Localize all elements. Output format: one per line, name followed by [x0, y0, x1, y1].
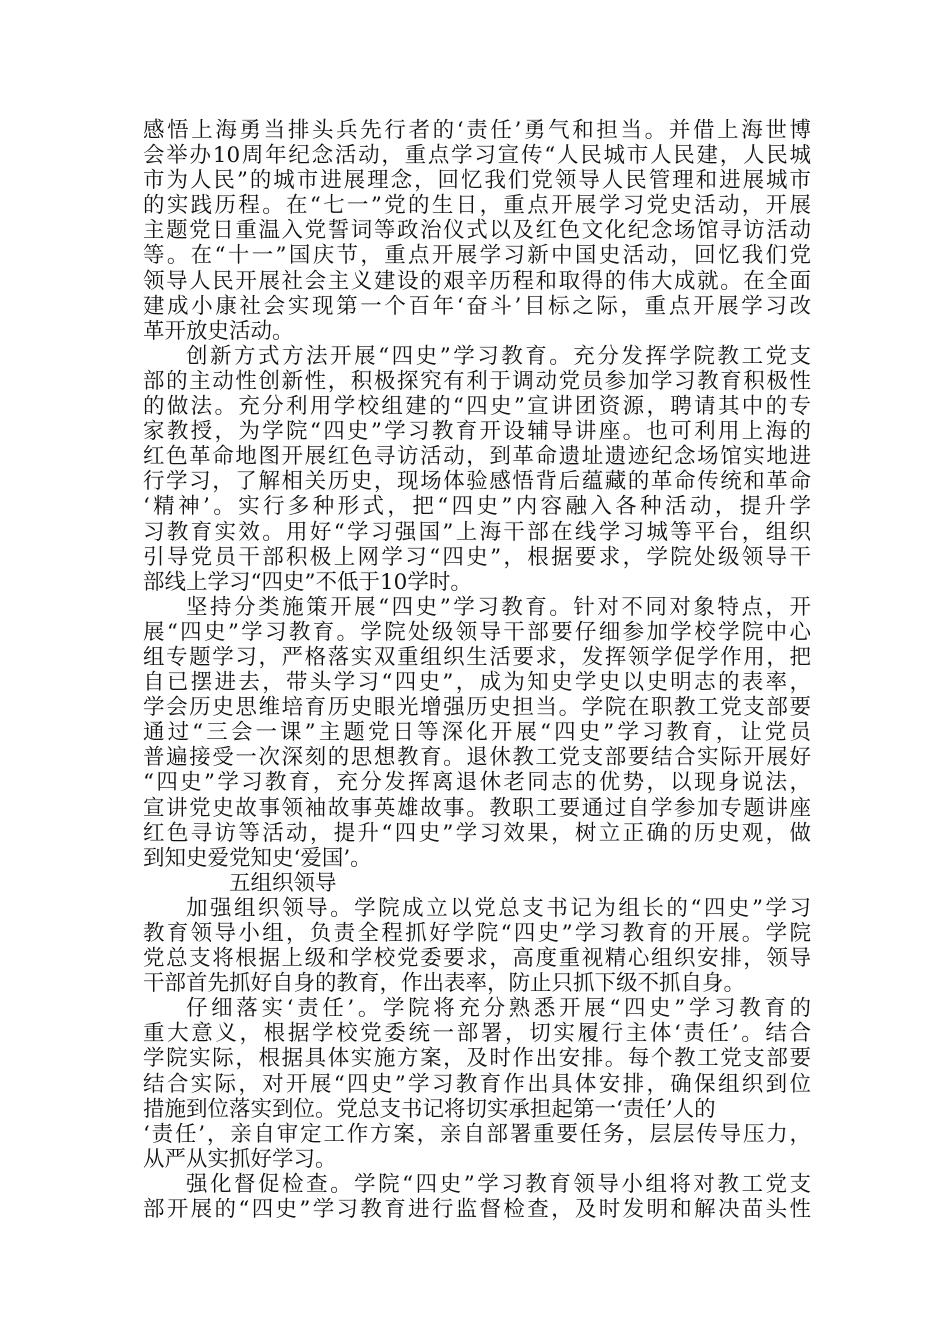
section-heading: 五组织领导 — [229, 870, 337, 896]
document-page — [143, 118, 811, 1222]
text-line: 结合实际，对开展“四史”学习教育作出具体安排，确保组织到位 — [143, 1071, 811, 1097]
text-line: ‘责任’，亲自审定工作方案，亲自部署重要任务，层层传导压力， — [143, 1121, 811, 1147]
text-line: “四史”学习教育，充分发挥离退休老同志的优势，以现身说法， — [143, 770, 811, 796]
paragraph-first-line: 坚持分类施策开展“四史”学习教育。针对不同对象特点，开 — [186, 594, 811, 620]
text-line: 市为人民”的城市进展理念，回忆我们党领导人民管理和进展城市 — [143, 168, 811, 194]
text-line: 重大意义，根据学校党委统一部署，切实履行主体‘责任’。结合 — [143, 1021, 811, 1047]
text-line: 部的主动性创新性，积极探究有利于调动党员参加学习教育积极性 — [143, 368, 811, 394]
text-line: 通过“三会一课”主题党日等深化开展“四史”学习教育，让党员 — [143, 720, 811, 746]
text-line: 干部首先抓好自身的教育，作出表率，防止只抓下级不抓自身。 — [143, 971, 746, 997]
text-line: 的做法。充分利用学校组建的“四史”宣讲团资源，聘请其中的专 — [143, 394, 811, 420]
text-line: 到知史爱党知史‘爱国’。 — [143, 845, 372, 871]
text-line: 从严从实抓好学习。 — [143, 1146, 337, 1172]
text-line: 学院实际，根据具体实施方案，及时作出安排。每个教工党支部要 — [143, 1046, 811, 1072]
text-line: 建成小康社会实现第一个百年‘奋斗’目标之际，重点开展学习改 — [143, 293, 811, 319]
text-line: 展“四史”学习教育。学院处级领导干部要仔细参加学校学院中心 — [143, 619, 811, 645]
text-line: 感悟上海勇当排头兵先行者的‘责任’勇气和担当。并借上海世博 — [143, 118, 811, 143]
paragraph-first-line: 创新方式方法开展“四史”学习教育。充分发挥学院教工党支 — [186, 343, 811, 369]
text-line: 学会历史思维培育历史眼光增强历史担当。学院在职教工党支部要 — [143, 695, 811, 721]
text-line: 部线上学习“四史”不低于10学时。 — [143, 569, 472, 595]
text-line: 主题党日重温入党誓词等政治仪式以及红色文化纪念场馆寻访活动 — [143, 218, 811, 244]
text-line: 党总支将根据上级和学校党委要求，高度重视精心组织安排，领导 — [143, 946, 811, 972]
text-line: 部开展的“四史”学习教育进行监督检查，及时发明和解决苗头性 — [143, 1197, 811, 1223]
text-line: 红色寻访等活动，提升“四史”学习效果，树立正确的历史观，做 — [143, 820, 811, 846]
text-line: 行学习，了解相关历史，现场体验感悟背后蕴藏的革命传统和革命 — [143, 469, 811, 495]
text-line: 红色革命地图开展红色寻访活动，到革命遗址遗迹纪念场馆实地进 — [143, 444, 811, 470]
text-line: 习教育实效。用好“学习强国”上海干部在线学习城等平台，组织 — [143, 519, 811, 545]
text-line: 家教授，为学院“四史”学习教育开设辅导讲座。也可利用上海的 — [143, 419, 811, 445]
text-line: 教育领导小组，负责全程抓好学院“四史”学习教育的开展。学院 — [143, 921, 811, 946]
text-line: 自已摆进去，带头学习“四史”，成为知史学史以史明志的表率， — [143, 670, 811, 696]
text-line: 会举办10周年纪念活动，重点学习宣传“人民城市人民建，人民城 — [143, 143, 811, 169]
text-line: 措施到位落实到位。党总支书记将切实承担起第一‘责任’人的 — [143, 1096, 716, 1122]
text-line: 引导党员干部积极上网学习“四史”，根据要求，学院处级领导干 — [143, 544, 811, 570]
text-line: 等。在“十一”国庆节，重点开展学习新中国史活动，回忆我们党 — [143, 243, 811, 269]
text-line: 组专题学习，严格落实双重组织生活要求，发挥领学促学作用，把 — [143, 644, 811, 670]
text-line: 领导人民开展社会主义建设的艰辛历程和取得的伟大成就。在全面 — [143, 268, 811, 294]
text-line: 的实践历程。在“七一”党的生日，重点开展学习党史活动，开展 — [143, 193, 811, 219]
text-line: 普遍接受一次深刻的思想教育。退休教工党支部要结合实际开展好 — [143, 745, 811, 771]
text-line: 宣讲党史故事领袖故事英雄故事。教职工要通过自学参加专题讲座 — [143, 795, 811, 821]
paragraph-first-line: 加强组织领导。学院成立以党总支书记为组长的“四史”学习 — [186, 895, 811, 921]
text-line: ‘精神’。实行多种形式，把“四史”内容融入各种活动，提升学 — [143, 494, 811, 520]
text-line: 革开放史活动。 — [143, 318, 294, 344]
paragraph-first-line: 强化督促检查。学院“四史”学习教育领导小组将对教工党支 — [186, 1171, 811, 1197]
paragraph-first-line: 仔细落实‘责任’。学院将充分熟悉开展“四史”学习教育的 — [186, 996, 811, 1022]
